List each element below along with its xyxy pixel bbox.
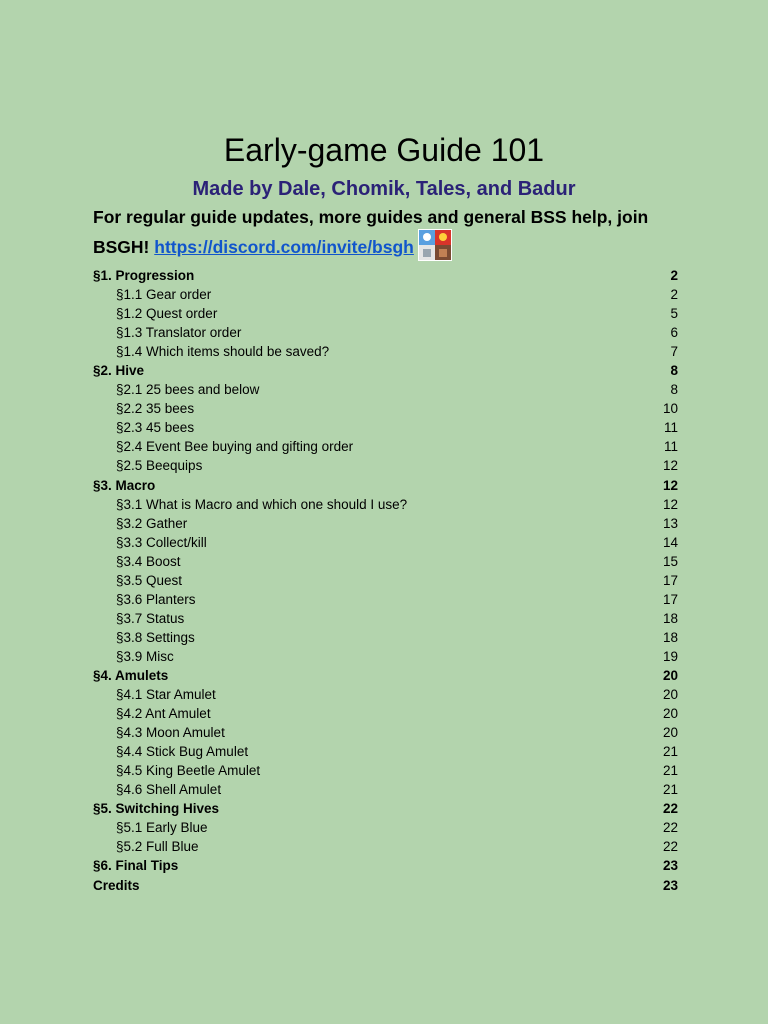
toc-page-number: 8 [670, 382, 678, 398]
toc-entry-label: §3.9 Misc [116, 648, 174, 664]
toc-subsection-row[interactable] [93, 399, 678, 418]
toc-page-number: 12 [662, 477, 678, 493]
toc-page-number: 11 [663, 439, 678, 455]
toc-page-number: 22 [662, 801, 678, 817]
toc-page-number: 23 [662, 877, 678, 893]
toc-subsection-row[interactable] [93, 418, 678, 437]
toc-entry-label: §2.3 45 bees [116, 420, 195, 436]
toc-entry-label: §3.1 What is Macro and which one should I use? [116, 496, 408, 512]
toc-entry-label: §4.3 Moon Amulet [116, 725, 225, 741]
intro-paragraph [93, 206, 683, 261]
toc-section-row[interactable] [93, 799, 678, 818]
toc-page-number: 14 [662, 534, 678, 550]
bss-text: BSS [530, 207, 567, 227]
toc-subsection-row[interactable] [93, 818, 678, 837]
toc-entry-label: §3.8 Settings [116, 629, 195, 645]
toc-entry-label: §2.2 35 bees [116, 401, 195, 417]
toc-subsection-row[interactable] [93, 514, 678, 533]
toc-entry-label: Credits [93, 877, 140, 893]
toc-entry-label: §5.2 Full Blue [116, 839, 199, 855]
toc-page-number: 11 [663, 420, 678, 436]
toc-entry-label: §3.2 Gather [116, 515, 188, 531]
toc-entry-label: §6. Final Tips [93, 858, 179, 874]
toc-subsection-row[interactable] [93, 456, 678, 475]
toc-entry-label: §3.4 Boost [116, 553, 181, 569]
toc-subsection-row[interactable] [93, 323, 678, 342]
toc-page-number: 12 [662, 458, 678, 474]
toc-entry-label: §1.2 Quest order [116, 306, 218, 322]
toc-entry-label: §3.7 Status [116, 610, 185, 626]
toc-page-number: 17 [662, 572, 678, 588]
toc-subsection-row[interactable] [93, 742, 678, 761]
toc-page-number: 19 [662, 648, 678, 664]
toc-subsection-row[interactable] [93, 609, 678, 628]
toc-page-number: 20 [662, 687, 678, 703]
toc-subsection-row[interactable] [93, 761, 678, 780]
toc-subsection-row[interactable] [93, 647, 678, 666]
toc-subsection-row[interactable] [93, 380, 678, 399]
toc-subsection-row[interactable] [93, 780, 678, 799]
intro-text-start: For regular guide updates, more guides and general [93, 207, 531, 227]
toc-entry-label: §5.1 Early Blue [116, 820, 208, 836]
toc-subsection-row[interactable] [93, 285, 678, 304]
authors-subtitle: Made by Dale, Chomik, Tales, and Badur [192, 178, 576, 200]
toc-page-number: 5 [670, 306, 678, 322]
intro-text-end: help, join BSGH! [93, 207, 649, 257]
toc-entry-label: §3.6 Planters [116, 591, 196, 607]
toc-entry-label: §1.3 Translator order [116, 325, 242, 341]
toc-entry-label: §1. Progression [93, 268, 195, 283]
toc-subsection-row[interactable] [93, 837, 678, 856]
toc-page-number: 21 [662, 744, 678, 760]
toc-entry-label: §4.2 Ant Amulet [116, 706, 211, 722]
toc-entry-label: §2.5 Beequips [116, 458, 203, 474]
table-of-contents [93, 266, 678, 895]
toc-subsection-row[interactable] [93, 590, 678, 609]
toc-section-row[interactable] [93, 361, 678, 380]
toc-page-number: 2 [670, 268, 678, 283]
toc-entry-label: §2.4 Event Bee buying and gifting order [116, 439, 354, 455]
toc-page-number: 21 [662, 782, 678, 798]
toc-page-number: 13 [662, 515, 678, 531]
toc-subsection-row[interactable] [93, 628, 678, 647]
toc-entry-label: §4. Amulets [93, 667, 169, 683]
toc-subsection-row[interactable] [93, 571, 678, 590]
toc-subsection-row[interactable] [93, 552, 678, 571]
toc-section-row[interactable] [93, 856, 678, 875]
toc-subsection-row[interactable] [93, 304, 678, 323]
toc-page-number: 2 [670, 287, 678, 303]
toc-subsection-row[interactable] [93, 437, 678, 456]
toc-entry-label: §3. Macro [93, 477, 156, 493]
toc-page-number: 20 [662, 667, 678, 683]
toc-entry-label: §1.1 Gear order [116, 287, 212, 303]
toc-page-number: 8 [670, 363, 678, 379]
toc-entry-label: §3.5 Quest [116, 572, 183, 588]
toc-entry-label: §1.4 Which items should be saved? [116, 344, 330, 360]
toc-subsection-row[interactable] [93, 704, 678, 723]
toc-section-row[interactable] [93, 876, 678, 895]
toc-page-number: 23 [662, 858, 678, 874]
toc-page-number: 22 [662, 839, 678, 855]
toc-page-number: 7 [670, 344, 678, 360]
toc-subsection-row[interactable] [93, 342, 678, 361]
bsgh-server-icon [418, 229, 452, 261]
toc-section-row[interactable] [93, 666, 678, 685]
toc-subsection-row[interactable] [93, 495, 678, 514]
toc-subsection-row[interactable] [93, 533, 678, 552]
toc-page-number: 22 [662, 820, 678, 836]
toc-entry-label: §4.4 Stick Bug Amulet [116, 744, 249, 760]
toc-page-number: 12 [662, 496, 678, 512]
toc-entry-label: §2. Hive [93, 363, 145, 379]
toc-entry-label: §4.6 Shell Amulet [116, 782, 222, 798]
discord-invite-link[interactable]: https://discord.com/invite/bsgh [154, 237, 414, 257]
toc-subsection-row[interactable] [93, 723, 678, 742]
toc-page-number: 6 [670, 325, 678, 341]
page-title: Early-game Guide 101 [223, 132, 545, 168]
toc-page-number: 20 [662, 725, 678, 741]
toc-entry-label: §4.1 Star Amulet [116, 687, 216, 703]
toc-entry-label: §4.5 King Beetle Amulet [116, 763, 261, 779]
toc-page-number: 18 [662, 610, 678, 626]
toc-subsection-row[interactable] [93, 685, 678, 704]
toc-page-number: 18 [662, 629, 678, 645]
toc-entry-label: §2.1 25 bees and below [116, 382, 260, 398]
toc-section-row[interactable] [93, 266, 678, 285]
toc-page-number: 10 [662, 401, 678, 417]
toc-page-number: 21 [662, 763, 678, 779]
toc-page-number: 20 [662, 706, 678, 722]
toc-page-number: 17 [662, 591, 678, 607]
toc-section-row[interactable] [93, 476, 678, 495]
toc-entry-label: §5. Switching Hives [93, 801, 220, 817]
toc-page-number: 15 [662, 553, 678, 569]
toc-entry-label: §3.3 Collect/kill [116, 534, 207, 550]
